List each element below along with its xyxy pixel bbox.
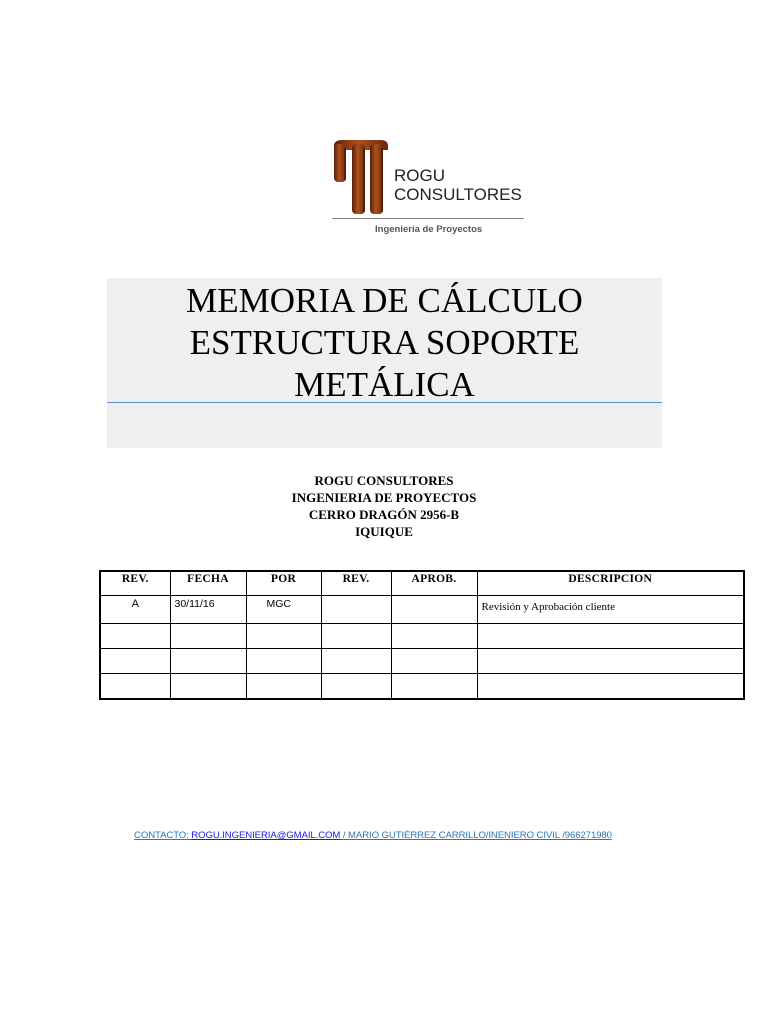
cell-descripcion: [477, 674, 744, 700]
cell-rev: [100, 674, 170, 700]
title-box: [107, 278, 662, 448]
header-por: POR: [246, 571, 321, 596]
cell-descripcion: [477, 649, 744, 674]
logo-company-name: [394, 166, 522, 204]
cell-rev: [100, 624, 170, 649]
cell-fecha: 30/11/16: [170, 596, 246, 624]
cell-aprob: [391, 596, 477, 624]
header-rev: REV.: [100, 571, 170, 596]
header-descripcion: DESCRIPCION: [477, 571, 744, 596]
title-line-3: METÁLICA: [294, 365, 475, 404]
cell-descripcion: [477, 624, 744, 649]
table-row: [100, 596, 744, 624]
logo-name-line2: CONSULTORES: [394, 185, 522, 204]
cell-rev-2: [321, 649, 391, 674]
header-rev-2: REV.: [321, 571, 391, 596]
header-aprob: APROB.: [391, 571, 477, 596]
table-header-row: [100, 571, 744, 596]
cell-por: MGC: [246, 596, 321, 624]
cell-rev-2: [321, 596, 391, 624]
title-line-1: MEMORIA DE CÁLCULO: [186, 281, 583, 320]
cell-rev-2: [321, 624, 391, 649]
cell-rev: [100, 649, 170, 674]
cell-rev: A: [100, 596, 170, 624]
table-row: [100, 649, 744, 674]
cell-por: [246, 624, 321, 649]
logo-name-line1: ROGU: [394, 166, 445, 185]
logo-divider: [332, 218, 524, 219]
contact-email-link[interactable]: ROGU.INGENIERIA@GMAIL.COM: [191, 830, 341, 841]
cell-aprob: [391, 624, 477, 649]
logo-tagline: Ingeniería de Proyectos: [375, 224, 483, 235]
rogu-logo-mark-icon: [330, 136, 392, 216]
table-row: [100, 624, 744, 649]
title-divider: [107, 402, 662, 403]
contact-suffix: / MARIO GUTIÉRREZ CARRILLO/INENIERO CIVIL /966271980: [340, 830, 612, 841]
company-city: IQUIQUE: [355, 524, 413, 539]
contact-footer: [134, 830, 612, 841]
cell-por: [246, 649, 321, 674]
cell-rev-2: [321, 674, 391, 700]
cell-fecha: [170, 674, 246, 700]
revision-table: [99, 570, 745, 700]
cell-descripcion: Revisión y Aprobación cliente: [477, 596, 744, 624]
cell-por: [246, 674, 321, 700]
company-address: CERRO DRAGÓN 2956-B: [308, 507, 460, 522]
cell-fecha: [170, 624, 246, 649]
header-fecha: FECHA: [170, 571, 246, 596]
title-line-2: ESTRUCTURA SOPORTE: [189, 323, 580, 362]
cell-aprob: [391, 674, 477, 700]
company-logo: [330, 136, 530, 242]
contact-prefix: CONTACTO:: [134, 830, 192, 841]
cell-aprob: [391, 649, 477, 674]
document-title: [107, 280, 662, 406]
company-info: [0, 472, 768, 540]
company-division: INGENIERIA DE PROYECTOS: [291, 490, 477, 505]
cell-fecha: [170, 649, 246, 674]
company-name: ROGU CONSULTORES: [314, 473, 454, 488]
table-row: [100, 674, 744, 700]
